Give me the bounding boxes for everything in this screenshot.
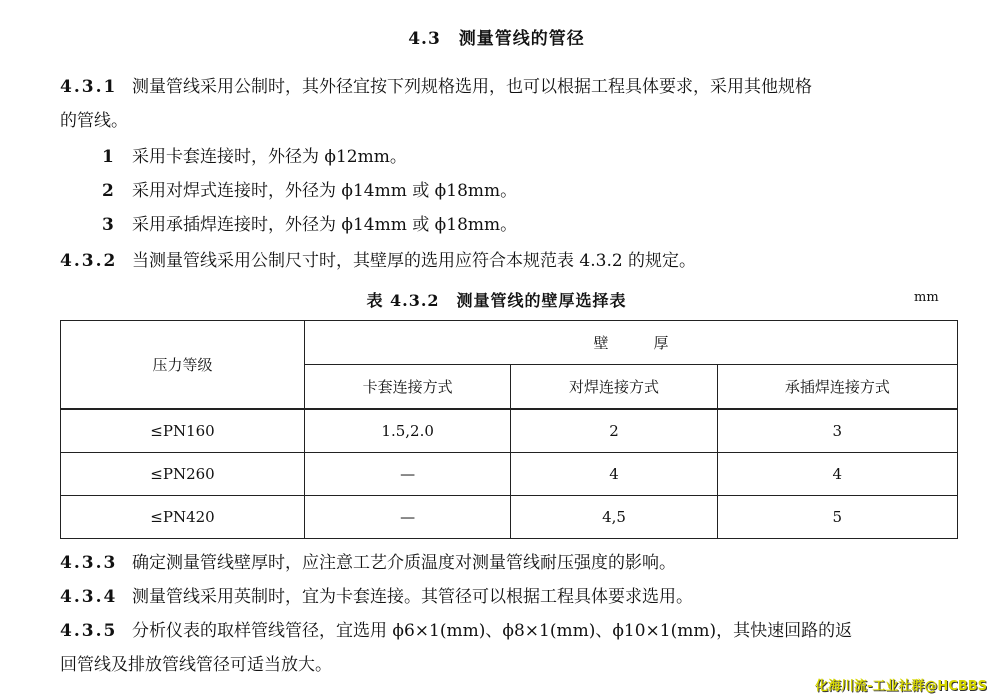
clause-4-3-5 bbox=[60, 620, 852, 642]
clause-text: 分析仪表的取样管线管径，宜选用 ϕ6×1(mm)、ϕ8×1(mm)、ϕ10×1(mm)，其快速回路的返 bbox=[132, 621, 853, 641]
clause-number: 4.3.3 bbox=[60, 553, 118, 573]
header-thickness: 壁 厚 bbox=[305, 321, 958, 365]
cell-pressure: ≤PN160 bbox=[61, 409, 305, 453]
clause-text: 测量管线采用公制时，其外径宜按下列规格选用，也可以根据工程具体要求，采用其他规格 bbox=[132, 77, 812, 97]
cell-pressure: ≤PN260 bbox=[61, 453, 305, 496]
table-row bbox=[61, 409, 958, 453]
cell-value: 4 bbox=[511, 453, 717, 496]
header-pressure: 压力等级 bbox=[61, 321, 305, 410]
item-text: 采用卡套连接时，外径为 ϕ12mm。 bbox=[132, 147, 407, 167]
thickness-table bbox=[60, 320, 958, 539]
clause-number: 4.3.2 bbox=[60, 251, 118, 271]
item-number: 1 bbox=[102, 147, 114, 167]
clause-4-3-3 bbox=[60, 552, 676, 574]
cell-value: 3 bbox=[717, 409, 957, 453]
clause-4-3-5-cont: 回管线及排放管线管径可适当放大。 bbox=[60, 655, 332, 675]
cell-value: 5 bbox=[717, 496, 957, 539]
section-title: 4.3 测量管线的管径 bbox=[408, 29, 585, 49]
clause-text: 测量管线采用英制时，宜为卡套连接。其管径可以根据工程具体要求选用。 bbox=[132, 587, 693, 607]
item-number: 3 bbox=[102, 215, 114, 235]
item-text: 采用承插焊连接时，外径为 ϕ14mm 或 ϕ18mm。 bbox=[132, 215, 518, 235]
subheader-butt-weld: 对焊连接方式 bbox=[511, 365, 717, 410]
list-item bbox=[102, 146, 407, 168]
clause-4-3-1-cont: 的管线。 bbox=[60, 111, 128, 131]
clause-number: 4.3.1 bbox=[60, 77, 118, 97]
clause-number: 4.3.4 bbox=[60, 587, 118, 607]
clause-text: 确定测量管线壁厚时，应注意工艺介质温度对测量管线耐压强度的影响。 bbox=[132, 553, 676, 573]
subheader-ferrule: 卡套连接方式 bbox=[305, 365, 511, 410]
cell-value: 4,5 bbox=[511, 496, 717, 539]
clause-4-3-2 bbox=[60, 250, 696, 272]
item-number: 2 bbox=[102, 181, 114, 201]
list-item bbox=[102, 180, 517, 202]
item-text: 采用对焊式连接时，外径为 ϕ14mm 或 ϕ18mm。 bbox=[132, 181, 518, 201]
cell-value: 4 bbox=[717, 453, 957, 496]
cell-value: 1.5,2.0 bbox=[305, 409, 511, 453]
cell-value: 2 bbox=[511, 409, 717, 453]
cell-value: — bbox=[305, 496, 511, 539]
table-caption: 表 4.3.2 测量管线的壁厚选择表 bbox=[366, 291, 627, 310]
table-unit: mm bbox=[914, 290, 939, 305]
clause-4-3-4 bbox=[60, 586, 693, 608]
table-row bbox=[61, 496, 958, 539]
watermark: 化海川流-工业社群@HCBBS bbox=[815, 679, 987, 694]
cell-value: — bbox=[305, 453, 511, 496]
list-item bbox=[102, 214, 517, 236]
clause-4-3-1 bbox=[60, 76, 812, 98]
table-row bbox=[61, 453, 958, 496]
clause-number: 4.3.5 bbox=[60, 621, 118, 641]
cell-pressure: ≤PN420 bbox=[61, 496, 305, 539]
clause-text: 当测量管线采用公制尺寸时，其壁厚的选用应符合本规范表 4.3.2 的规定。 bbox=[132, 251, 697, 271]
subheader-socket-weld: 承插焊连接方式 bbox=[717, 365, 957, 410]
